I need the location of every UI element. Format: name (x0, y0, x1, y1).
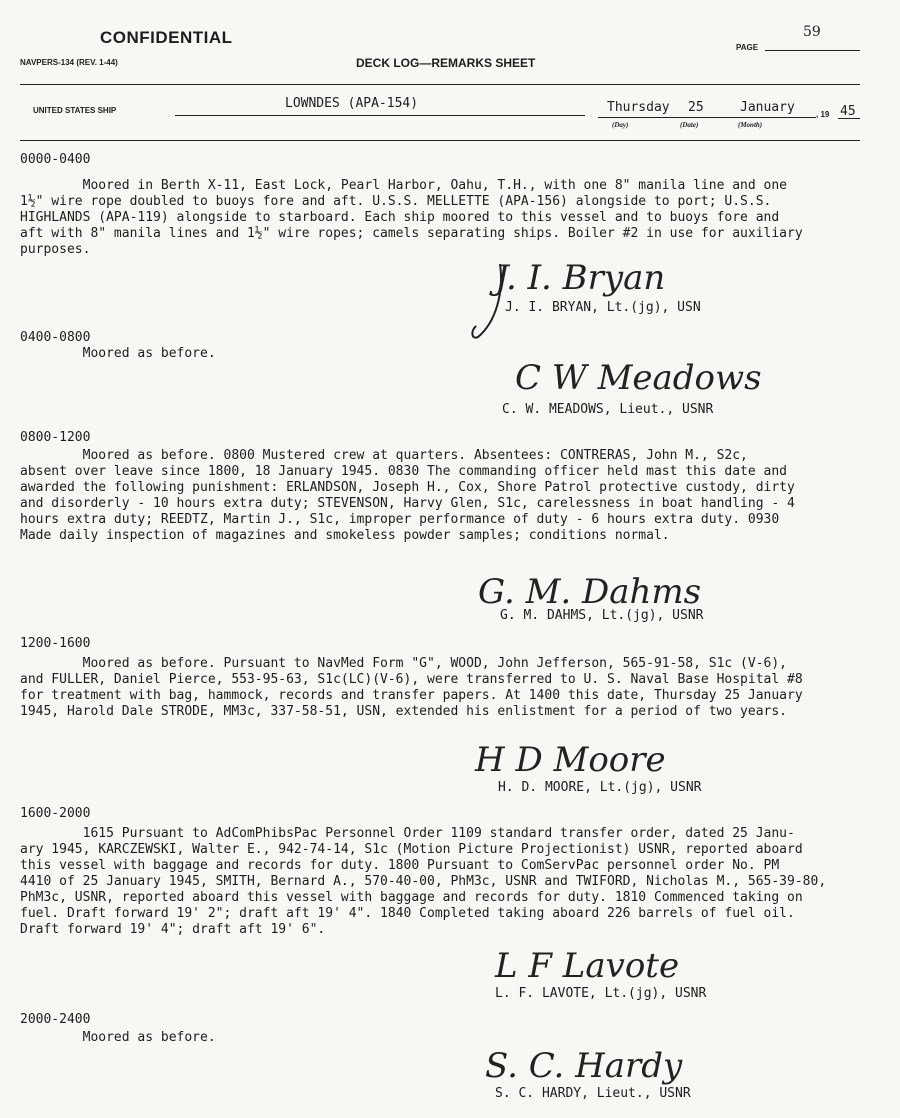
log-date: 25 (688, 100, 704, 115)
ship-name-line (175, 115, 585, 116)
classification-label: CONFIDENTIAL (100, 28, 233, 47)
signature-flourish-icon (470, 262, 510, 342)
watch-time: 0000-0400 (20, 152, 91, 167)
signature-block: G. M. DAHMS, Lt.(jg), USNR (500, 608, 704, 623)
log-month: January (740, 100, 795, 115)
handwritten-signature: H D Moore (475, 740, 666, 780)
handwritten-signature: J. I. Bryan (495, 258, 666, 298)
header-bottom-rule (20, 140, 860, 141)
ship-name: LOWNDES (APA-154) (285, 96, 419, 111)
log-year: 45 (840, 104, 856, 119)
watch-time: 2000-2400 (20, 1012, 91, 1027)
page-number: 59 (803, 24, 821, 40)
watch-time: 0800-1200 (20, 430, 91, 445)
form-id: NAVPERS-134 (REV. 1-44) (20, 58, 118, 67)
signature-block: L. F. LAVOTE, Lt.(jg), USNR (495, 986, 707, 1001)
watch-entry-text: Moored as before. Pursuant to NavMed Form "G", WOOD, John Jefferson, 565-91-58, S1c (V-6), and FULLER, Daniel Pierce, 553-95-63, S1c(LC)(V-6), were transferred to U. S. Naval Base Hospital #8 for treatment with bag, hammock, records and transfer papers. At 1400 this date, Thursday 25 January 1945, Harold Dale STRODE, MM3c, 337-58-51, USN, extended his enlistment for a period of two years. (20, 656, 803, 719)
log-day: Thursday (607, 100, 670, 115)
watch-entry-text: Moored in Berth X-11, East Lock, Pearl Harbor, Oahu, T.H., with one 8" manila line and one 1½" wire rope doubled to buoys fore and aft. U.S.S. MELLETTE (APA-156) alongside to port; U.S.S. HIGHLANDS (APA-119) alongside to starboard. Each ship moored to this vessel and to buoys fore and aft with 8" manila lines and 1½" wire ropes; camels separating ships. Boiler #2 in use for auxiliary purposes. (20, 178, 803, 257)
ship-label: UNITED STATES SHIP (33, 106, 117, 115)
watch-time: 1200-1600 (20, 636, 91, 651)
day-caption: (Day) (612, 121, 629, 129)
watch-entry-text: 1615 Pursuant to AdComPhibsPac Personnel Order 1109 standard transfer order, dated 25 Janu- ary 1945, KARCZEWSKI, Walter E., 942-74-14, S1c (Motion Picture Projectionist) USNR, reported aboard this vessel with baggage and records for duty. 1800 Pursuant to ComServPac personnel order No. PM 4410 of 25 January 1945, SMITH, Bernard A., 570-40-00, PhM3c, USNR and TWIFORD, Nicholas M., 565-39-80, PhM3c, USNR, reported aboard this vessel with baggage and records for duty. 1810 Commenced taking on fuel. Draft forward 19' 2"; draft aft 19' 4". 1840 Completed taking aboard 226 barrels of fuel oil. Draft forward 19' 4"; draft aft 19' 6". (20, 826, 827, 937)
handwritten-signature: G. M. Dahms (478, 572, 702, 612)
watch-entry-text: Moored as before. (20, 1030, 216, 1045)
handwritten-signature: C W Meadows (515, 358, 762, 398)
watch-entry-text: Moored as before. (20, 346, 216, 361)
signature-block: S. C. HARDY, Lieut., USNR (495, 1086, 691, 1101)
signature-block: C. W. MEADOWS, Lieut., USNR (502, 402, 714, 417)
year-line (838, 118, 860, 119)
date-line (598, 117, 816, 118)
signature-block: J. I. BRYAN, Lt.(jg), USN (505, 300, 701, 315)
year-prefix: , 19 (816, 110, 830, 119)
month-caption: (Month) (738, 121, 763, 129)
header-top-rule (20, 84, 860, 85)
page-number-line (765, 50, 860, 51)
date-caption: (Date) (680, 121, 699, 129)
watch-time: 1600-2000 (20, 806, 91, 821)
handwritten-signature: S. C. Hardy (485, 1046, 683, 1086)
handwritten-signature: L F Lavote (495, 946, 680, 986)
sheet-title: DECK LOG—REMARKS SHEET (356, 56, 536, 70)
signature-block: H. D. MOORE, Lt.(jg), USNR (498, 780, 702, 795)
page-label: PAGE (736, 43, 759, 52)
watch-entry-text: Moored as before. 0800 Mustered crew at quarters. Absentees: CONTRERAS, John M., S2c, absent over leave since 1800, 18 January 1945. 0830 The commanding officer held mast this date and awarded the following punishment: ERLANDSON, Joseph H., Cox, Shore Patrol protective custody, dirty and disorderly - 10 hours extra duty; STEVENSON, Harvy Glen, S1c, carelessness in boat handling - 4 hours extra duty; REEDTZ, Martin J., S1c, improper performance of duty - 6 hours extra duty. 0930 Made daily inspection of magazines and smokeless powder samples; conditions normal. (20, 448, 795, 543)
watch-time: 0400-0800 (20, 330, 91, 345)
